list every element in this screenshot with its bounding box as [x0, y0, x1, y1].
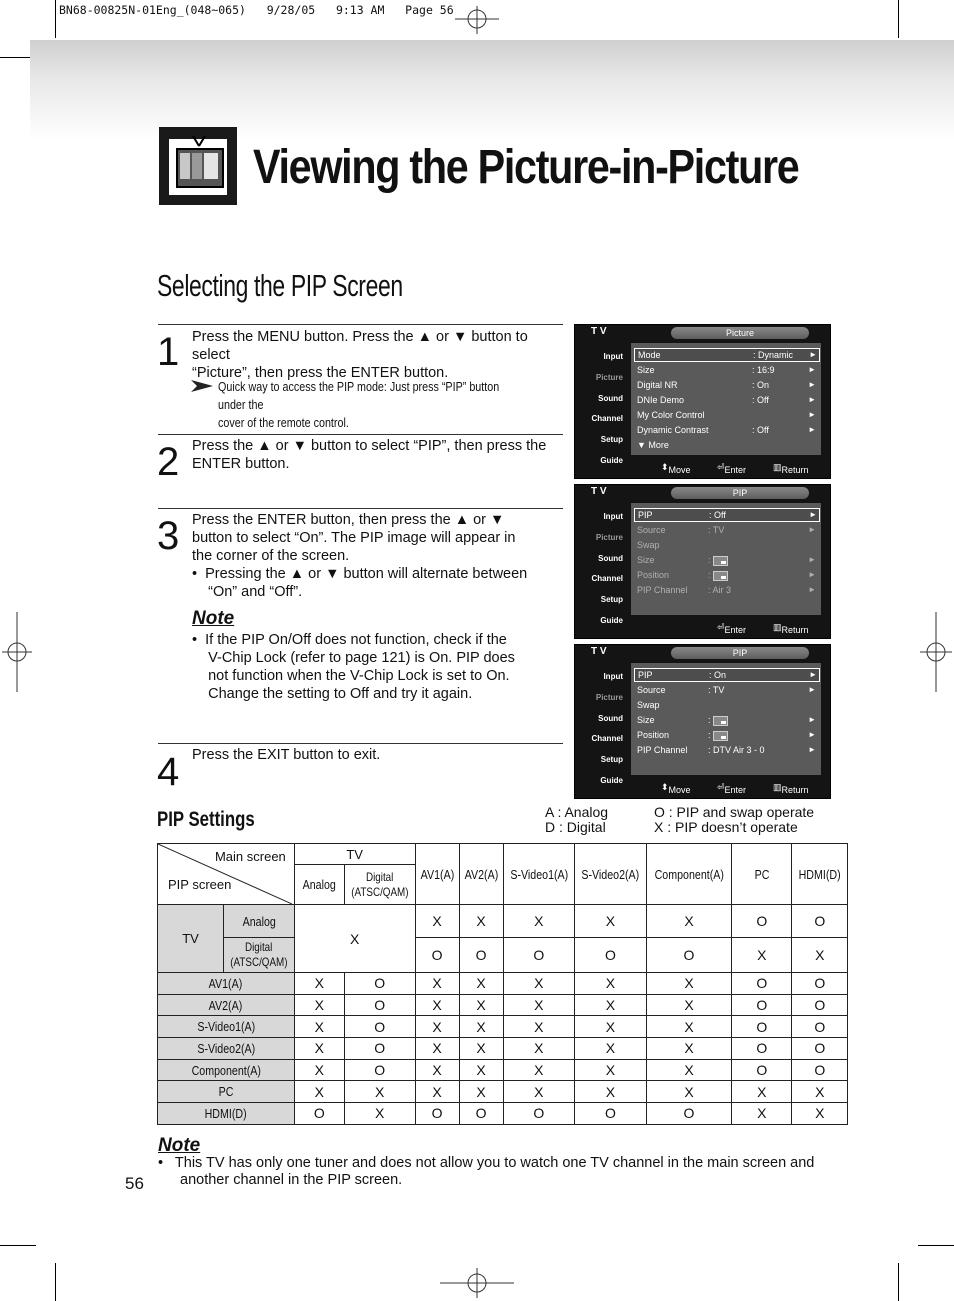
- table-cell: X: [415, 994, 459, 1016]
- table-cell: X: [294, 994, 344, 1016]
- tv-header: TV: [294, 844, 415, 865]
- table-cell: X: [294, 973, 344, 995]
- table-row: [158, 994, 848, 1016]
- table-cell: X: [344, 1081, 415, 1103]
- table-cell: X: [503, 1038, 575, 1060]
- table-cell: O: [792, 1038, 848, 1060]
- main-screen-label: Main screen: [214, 849, 286, 864]
- table-cell: O: [732, 1059, 792, 1081]
- table-cell: X: [732, 1103, 792, 1125]
- col-header: S-Video1(A): [503, 844, 575, 905]
- table-cell: X: [646, 973, 732, 995]
- table-cell: X: [575, 973, 647, 995]
- table-cell: X: [459, 1016, 503, 1038]
- table-cell: O: [415, 1103, 459, 1125]
- table-cell: X: [646, 1038, 732, 1060]
- table-cell: O: [344, 973, 415, 995]
- header-band: [30, 40, 954, 140]
- bottom-note-text: • This TV has only one tuner and does not allow you to watch one TV channel in the main screen and another channel in the PIP screen.: [158, 1155, 815, 1188]
- registration-mark-top: [455, 4, 499, 34]
- registration-mark-left: [2, 612, 32, 692]
- col-header: AV2(A): [459, 844, 503, 905]
- table-row: [158, 1038, 848, 1060]
- table-cell: O: [503, 1103, 575, 1125]
- registration-mark-bottom: [440, 1268, 514, 1298]
- col-header: AV1(A): [415, 844, 459, 905]
- table-cell: X: [459, 1081, 503, 1103]
- table-cell: X: [415, 1059, 459, 1081]
- table-cell: X: [575, 1038, 647, 1060]
- table-cell: O: [792, 994, 848, 1016]
- section-title: Selecting the PIP Screen: [157, 268, 403, 303]
- osd-pip-off: T V PIP Input Picture Sound Channel Setup Guide PIP : Off ► Source : TV ► Swap Size : ► Position : ► PIP Channel : Air 3 ► ⏎ Enter ▥ Return: [574, 484, 831, 639]
- table-cell: O: [792, 973, 848, 995]
- table-cell: X: [459, 994, 503, 1016]
- col-header: S-Video2(A): [575, 844, 647, 905]
- row-header: S-Video1(A): [158, 1016, 295, 1038]
- table-cell: X: [646, 1059, 732, 1081]
- legend: O : PIP and swap operate X : PIP doesn’t operate: [654, 804, 815, 835]
- table-cell: X: [344, 1103, 415, 1125]
- note-heading: Note: [192, 608, 235, 629]
- table-cell: O: [792, 1016, 848, 1038]
- step-number: 3: [157, 514, 180, 558]
- row-header: Digital (ATSC/QAM): [224, 938, 295, 973]
- tv-icon: [159, 127, 237, 205]
- table-cell: X: [415, 1081, 459, 1103]
- pip-settings-table: Main screen PIP screen TV AV1(A) AV2(A) S-Video1(A) S-Video2(A) Component(A) PC HDMI(D) Analog Digital (ATSC/QAM) TV Analog X X X X X X O O Digital (ATSC/QAM) O O O O O X X AV1(A) X O X X X X X O O AV2(A) X O X X X X X O O S-Video1(A) X O X X X X X O O S-Video2(A) X O X X X X X O O Component(A) X O X X X X X O O PC X X X X X X X X X HDMI(D) O X O O O O O X X: [157, 843, 848, 1125]
- table-cell: O: [294, 1103, 344, 1125]
- table-cell: X: [792, 1103, 848, 1125]
- table-cell: X: [503, 1081, 575, 1103]
- tip-text: Quick way to access the PIP mode: Just press “PIP” button under the cover of the remote control.: [218, 380, 500, 430]
- row-header: HDMI(D): [158, 1103, 295, 1125]
- table-cell: O: [344, 994, 415, 1016]
- table-cell: X: [503, 994, 575, 1016]
- page-number: 56: [125, 1174, 144, 1193]
- table-cell: X: [459, 973, 503, 995]
- table-cell: O: [732, 1016, 792, 1038]
- table-cell: X: [503, 973, 575, 995]
- table-row: [158, 973, 848, 995]
- table-cell: X: [646, 1016, 732, 1038]
- table-cell: X: [415, 973, 459, 995]
- pip-size-icon: [713, 716, 728, 726]
- page-title: Viewing the Picture-in-Picture: [253, 141, 799, 194]
- pip-size-icon: [713, 556, 728, 566]
- row-header: TV: [158, 905, 224, 973]
- table-row: [158, 1081, 848, 1103]
- table-cell: X: [294, 1059, 344, 1081]
- table-cell: O: [646, 1103, 732, 1125]
- step-number: 1: [157, 330, 180, 374]
- table-cell: O: [732, 1038, 792, 1060]
- step-number: 4: [157, 750, 180, 794]
- osd-picture-menu: T V Picture Input Picture Sound Channel Setup Guide Mode : Dynamic ► Size : 16:9 ► Digital NR : On ► DNIe Demo : Off ► My Color Control ► Dynamic Contrast : Off ► ▼ More ⬍ Move ⏎ Enter ▥ Return: [574, 324, 831, 479]
- col-header: Digital (ATSC/QAM): [344, 865, 415, 905]
- step-4-text: Press the EXIT button to exit.: [192, 747, 381, 763]
- table-cell: X: [415, 1016, 459, 1038]
- step-number: 2: [157, 440, 180, 484]
- col-header: Analog: [294, 865, 344, 905]
- pip-rows: [158, 973, 848, 1125]
- table-cell: X: [732, 1081, 792, 1103]
- table-cell: O: [459, 1103, 503, 1125]
- osd-pip-on: T V PIP Input Picture Sound Channel Setup Guide PIP : On ► Source : TV ► Swap Size : ► Position : ► PIP Channel : DTV Air 3 - 0 ► ⬍ Move ⏎ Enter ▥ Return: [574, 644, 831, 799]
- pip-position-icon: [713, 571, 728, 581]
- pip-position-icon: [713, 731, 728, 741]
- table-row: [158, 1016, 848, 1038]
- row-header: AV2(A): [158, 994, 295, 1016]
- table-cell: X: [792, 1081, 848, 1103]
- table-cell: X: [575, 994, 647, 1016]
- step-3-text: Press the ENTER button, then press the ▲ or ▼ button to select “On”. The PIP image will appear in the corner of the screen. • Pressing the ▲ or ▼ button will alternate between “On” and “Off”. Note • If the PIP On/Off does not function, check if the V-Chip Lock (refer to page 121) is On. PIP does not function when the V-Chip Lock is set to On. Change the setting to Off and try it again.: [192, 511, 537, 703]
- table-cell: X: [575, 1081, 647, 1103]
- table-cell: X: [575, 1059, 647, 1081]
- table-cell: X: [646, 994, 732, 1016]
- col-header: Component(A): [646, 844, 732, 905]
- table-cell: X: [294, 1016, 344, 1038]
- table-cell: X: [294, 1081, 344, 1103]
- row-header: S-Video2(A): [158, 1038, 295, 1060]
- table-cell: O: [344, 1059, 415, 1081]
- table-row: [158, 1103, 848, 1125]
- table-cell: X: [415, 1038, 459, 1060]
- print-header: BN68-00825N-01Eng_(048~065) 9/28/05 9:13 AM Page 56: [59, 3, 454, 17]
- note-heading: Note: [158, 1135, 201, 1156]
- table-cell: O: [732, 973, 792, 995]
- table-cell: X: [503, 1016, 575, 1038]
- table-cell: O: [344, 1038, 415, 1060]
- arrow-icon: [191, 380, 213, 392]
- table-cell: O: [792, 1059, 848, 1081]
- legend: A : Analog D : Digital: [545, 804, 609, 835]
- pip-screen-label: PIP screen: [168, 877, 232, 892]
- table-cell: X: [575, 1016, 647, 1038]
- table-cell: X: [503, 1059, 575, 1081]
- row-header: PC: [158, 1081, 295, 1103]
- table-cell: O: [344, 1016, 415, 1038]
- row-header: Component(A): [158, 1059, 295, 1081]
- table-cell: O: [575, 1103, 647, 1125]
- table-row: [158, 1059, 848, 1081]
- registration-mark-right: [920, 612, 952, 692]
- step-2-text: Press the ▲ or ▼ button to select “PIP”, then press the ENTER button.: [192, 438, 547, 472]
- step-1-text: Press the MENU button. Press the ▲ or ▼ button to select “Picture”, then press the ENTER button.: [192, 329, 528, 381]
- col-header: PC: [732, 844, 792, 905]
- table-cell: X: [459, 1059, 503, 1081]
- row-header: Analog: [224, 905, 295, 938]
- table-cell: X: [459, 1038, 503, 1060]
- table-cell: O: [732, 994, 792, 1016]
- pip-settings-heading: PIP Settings: [157, 808, 255, 831]
- table-cell: X: [294, 1038, 344, 1060]
- row-header: AV1(A): [158, 973, 295, 995]
- table-cell: X: [646, 1081, 732, 1103]
- col-header: HDMI(D): [792, 844, 848, 905]
